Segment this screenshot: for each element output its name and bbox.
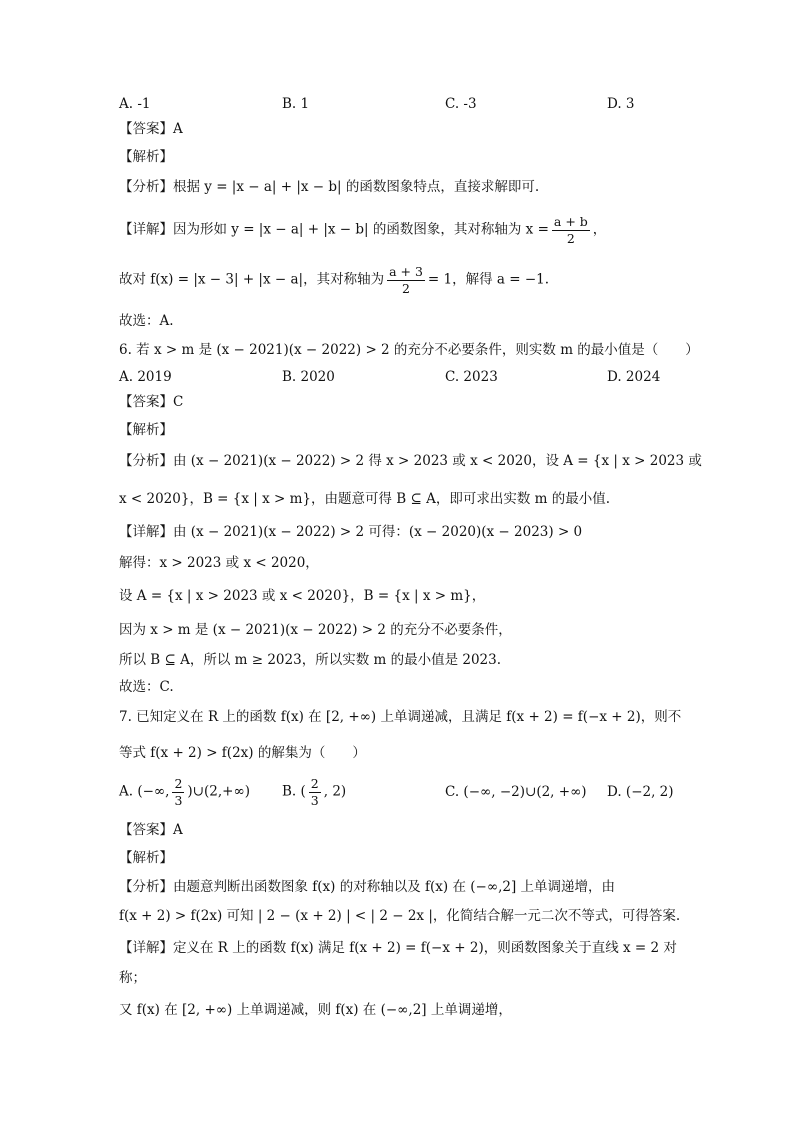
q5-detail-2-post: = 1，解得 a = −1. — [427, 271, 550, 288]
q5-answer: 【答案】A — [119, 121, 183, 137]
q7-answer: 【答案】A — [119, 822, 183, 838]
q5-detail-1-post: ， — [592, 221, 607, 238]
q5-detail-line-1 — [119, 214, 606, 246]
q7-detail-3: 又 f(x) 在 [2, +∞) 上单调递减，则 f(x) 在 (−∞,2] 上单调递增， — [119, 1002, 512, 1018]
q6-detail-5: 所以 B ⊆ A，所以 m ≥ 2023，所以实数 m 的最小值是 2023. — [119, 652, 502, 668]
q7-option-a-den: 3 — [174, 792, 183, 808]
q6-detail-3: 设 A = {x | x > 2023 或 x < 2020}，B = {x | x > m}， — [119, 588, 486, 604]
q7-fenxi-1: 【分析】由题意判断出函数图象 f(x) 的对称轴以及 f(x) 在 (−∞,2] 上单调递增，由 — [119, 879, 616, 895]
q6-option-d: D. 2024 — [607, 369, 661, 385]
q5-detail-2-text: 故对 f(x) = |x − 3| + |x − a|，其对称轴为 — [119, 271, 385, 288]
q5-fenxi: 【分析】根据 y = |x − a| + |x − b| 的函数图象特点，直接求解即可. — [119, 179, 540, 195]
q7-stem-1: 7. 已知定义在 R 上的函数 f(x) 在 [2, +∞) 上单调递减，且满足 f(x + 2) = f(−x + 2)，则不 — [119, 709, 682, 725]
q6-answer: 【答案】C — [119, 394, 184, 410]
q6-option-b: B. 2020 — [282, 369, 335, 385]
q5-fraction-1-den: 2 — [566, 230, 575, 246]
q6-detail-2: 解得：x > 2023 或 x < 2020， — [119, 555, 319, 571]
q6-fenxi-1: 【分析】由 (x − 2021)(x − 2022) > 2 得 x > 2023 或 x < 2020，设 A = {x | x > 2023 或 — [119, 453, 702, 469]
q6-detail-1: 【详解】由 (x − 2021)(x − 2022) > 2 可得：(x − 2020)(x − 2023) > 0 — [119, 524, 583, 540]
q6-conclusion: 故选：C. — [119, 679, 174, 695]
q6-option-a: A. 2019 — [119, 369, 172, 385]
q6-fenxi-2: x < 2020}，B = {x | x > m}，由题意可得 B ⊆ A，即可求出实数 m 的最小值. — [119, 491, 611, 507]
q5-option-b: B. 1 — [282, 96, 310, 112]
q7-option-d: D. (−2, 2) — [607, 784, 674, 800]
q5-option-d: D. 3 — [607, 96, 635, 112]
q7-option-b — [282, 776, 346, 808]
q5-fraction-2-num: a + 3 — [389, 264, 423, 279]
q7-option-c: C. (−∞, −2)∪(2, +∞) — [445, 784, 587, 800]
q7-option-a-num: 2 — [174, 776, 183, 791]
q5-fraction-1 — [552, 214, 590, 246]
q7-option-a — [119, 776, 250, 808]
q5-detail-line-2 — [119, 264, 549, 296]
q7-option-a-post: )∪(2,+∞) — [187, 783, 250, 800]
q7-option-b-num: 2 — [310, 776, 319, 791]
q7-option-b-den: 3 — [310, 792, 319, 808]
q5-fraction-1-num: a + b — [553, 214, 588, 229]
q5-detail-1-text: 【详解】因为形如 y = |x − a| + |x − b| 的函数图象，其对称轴为 x = — [119, 221, 549, 238]
q7-option-b-post: , 2) — [323, 783, 347, 800]
q7-detail-2: 称； — [119, 970, 146, 986]
q6-analysis-heading: 【解析】 — [119, 422, 173, 438]
q7-option-b-pre: B. ( — [282, 783, 306, 800]
q7-option-a-fraction — [172, 776, 184, 808]
q5-fraction-2 — [387, 264, 425, 296]
q5-analysis-heading: 【解析】 — [119, 149, 173, 165]
q7-option-a-pre: A. (−∞, — [119, 783, 170, 800]
q7-analysis-heading: 【解析】 — [119, 850, 173, 866]
q6-stem: 6. 若 x > m 是 (x − 2021)(x − 2022) > 2 的充分不必要条件，则实数 m 的最小值是（ ） — [119, 342, 699, 358]
q7-fenxi-2: f(x + 2) > f(2x) 可知 | 2 − (x + 2) | < | 2 − 2x |，化简结合解一元二次不等式，可得答案. — [119, 908, 681, 924]
q7-stem-2: 等式 f(x + 2) > f(2x) 的解集为（ ） — [119, 745, 366, 761]
q5-option-c: C. -3 — [445, 96, 477, 112]
q5-conclusion: 故选：A. — [119, 313, 174, 329]
q5-option-a: A. -1 — [119, 96, 151, 112]
q5-fraction-2-den: 2 — [402, 280, 410, 296]
q6-option-c: C. 2023 — [445, 369, 498, 385]
q7-option-b-fraction — [309, 776, 321, 808]
q7-detail-1: 【详解】定义在 R 上的函数 f(x) 满足 f(x + 2) = f(−x + 2)，则函数图象关于直线 x = 2 对 — [119, 940, 677, 956]
q6-detail-4: 因为 x > m 是 (x − 2021)(x − 2022) > 2 的充分不必要条件， — [119, 622, 512, 638]
